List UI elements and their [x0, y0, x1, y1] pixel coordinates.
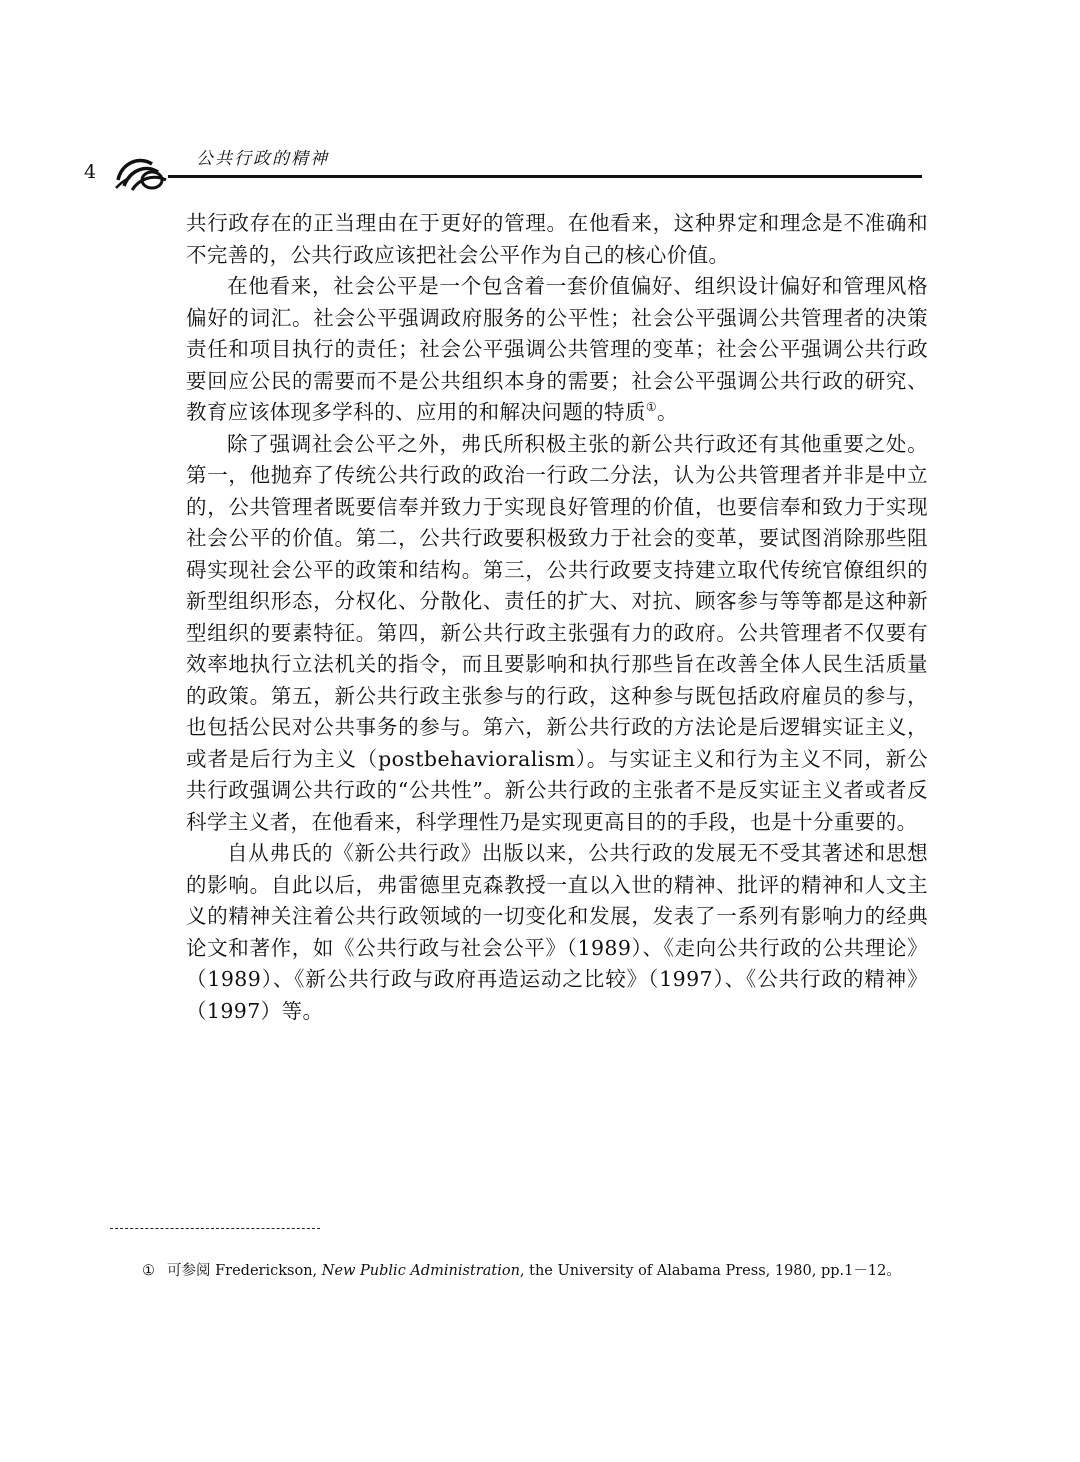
paragraph-3: 除了强调社会公平之外，弗氏所积极主张的新公共行政还有其他重要之处。第一，他抛弃了传统公共行政的政治一行政二分法，认为公共管理者并非是中立的，公共管理者既要信奉并致力于实现良好管理的价值，也要信奉和致力于实现社会公平的价值。第二，公共行政要积极致力于社会的变革，要试图消除那些阻碍实现社会公平的政策和结构。第三，公共行政要支持建立取代传统官僚组织的新型组织形态，分权化、分散化、责任的扩大、对抗、顾客参与等等都是这种新型组织的要素特征。第四，新公共行政主张强有力的政府。公共管理者不仅要有效率地执行立法机关的指令，而且要影响和执行那些旨在改善全体人民生活质量的政策。第五，新公共行政主张参与的行政，这种参与既包括政府雇员的参与，也包括公民对公共事务的参与。第六，新公共行政的方法论是后逻辑实证主义，或者是后行为主义（postbehavioralism）。与实证主义和行为主义不同，新公共行政强调公共行政的“公共性”。新公共行政的主张者不是反实证主义者或者反科学主义者，在他看来，科学理性乃是实现更高目的的手段，也是十分重要的。 [186, 431, 928, 834]
paragraph-2 [186, 271, 928, 429]
header-rule [168, 175, 922, 178]
footnote-prefix: 可参阅 Frederickson, [167, 1263, 318, 1279]
footnote-mark: ① [142, 1263, 155, 1279]
running-title: 公共行政的精神 [196, 149, 329, 169]
paragraph-1: 共行政存在的正当理由在于更好的管理。在他看来，这种界定和理念是不准确和不完善的，公共行政应该把社会公平作为自己的核心价值。 [186, 211, 928, 267]
swirl-logo-icon [112, 150, 174, 194]
footnote-suffix: , the University of Alabama Press, 1980, pp.1－12。 [519, 1263, 901, 1279]
footnote-book-title: New Public Administration [321, 1263, 520, 1279]
page-number: 4 [84, 161, 97, 183]
footnote-divider [110, 1228, 320, 1229]
footnote-reference[interactable]: ① [645, 400, 657, 415]
paragraph-4: 自从弗氏的《新公共行政》出版以来，公共行政的发展无不受其著述和思想的影响。自此以后，弗雷德里克森教授一直以入世的精神、批评的精神和人文主义的精神关注着公共行政领域的一切变化和发展，发表了一系列有影响力的经典论文和著作，如《公共行政与社会公平》（1989）、《走向公共行政的公共理论》（1989）、《新公共行政与政府再造运动之比较》（1997）、《公共行政的精神》（1997）等。 [186, 841, 928, 1023]
body-text [186, 208, 928, 1027]
footnote [142, 1260, 942, 1282]
paragraph-2-text: 在他看来，社会公平是一个包含着一套价值偏好、组织设计偏好和管理风格偏好的词汇。社会公平强调政府服务的公平性；社会公平强调公共管理者的决策责任和项目执行的责任；社会公平强调公共管理的变革；社会公平强调公共行政要回应公民的需要而不是公共组织本身的需要；社会公平强调公共行政的研究、教育应该体现多学科的、应用的和解决问题的特质 [186, 274, 928, 424]
paragraph-2-end: 。 [656, 400, 678, 424]
